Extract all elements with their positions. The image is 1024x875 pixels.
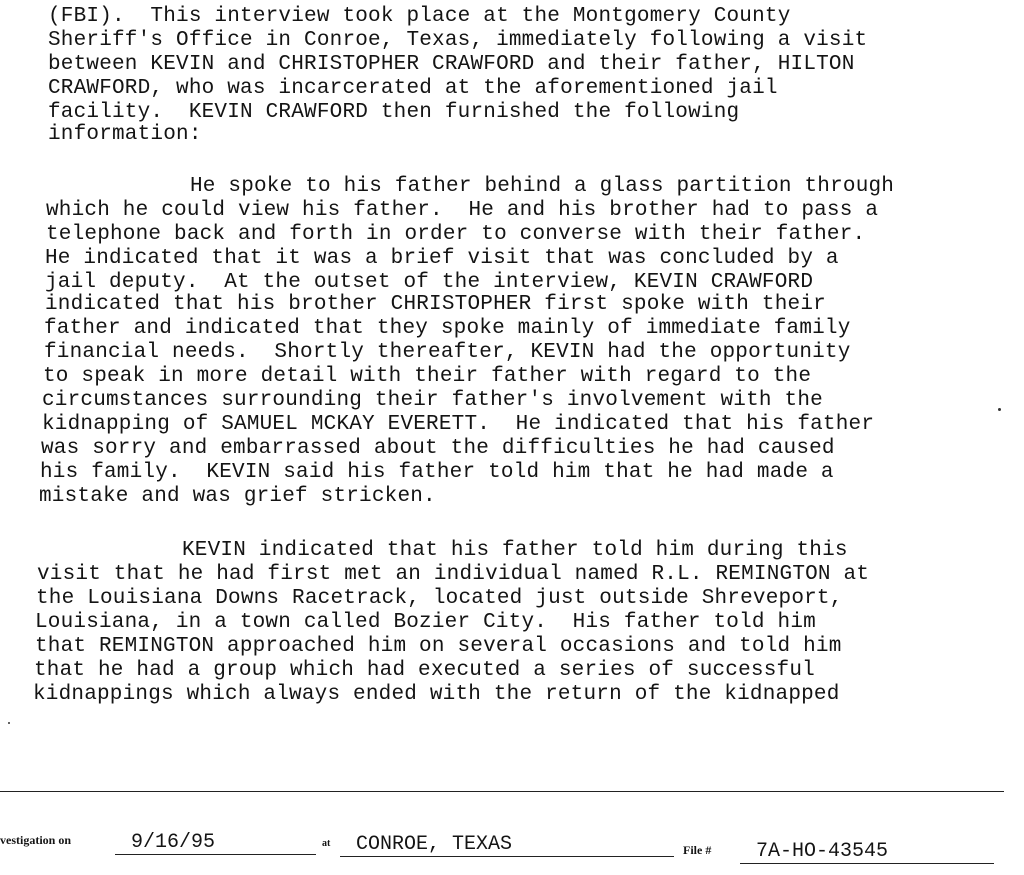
text-line: Sheriff's Office in Conroe, Texas, immediately following a visit [48,29,868,52]
text-line: (FBI). This interview took place at the Montgomery County [48,5,791,28]
text-line: that he had a group which had executed a series of successful [34,659,815,682]
text-line: that REMINGTON approached him on several occasions and told him [35,635,842,658]
text-line: He spoke to his father behind a glass partition through [190,175,895,198]
text-line: kidnappings which always ended with the return of the kidnapped [33,683,840,706]
text-line: facility. KEVIN CRAWFORD then furnished the following [48,101,740,124]
text-line: Louisiana, in a town called Bozier City. His father told him [35,611,816,634]
investigation-location: CONROE, TEXAS [340,834,674,857]
text-line: his family. KEVIN said his father told him that he had made a [40,461,834,484]
text-line: between KEVIN and CHRISTOPHER CRAWFORD and their father, HILTON [48,53,855,76]
text-line: information: [48,123,202,146]
text-line: mistake and was grief stricken. [39,485,436,508]
text-line: jail deputy. At the outset of the interview, KEVIN CRAWFORD [45,271,814,294]
scan-speck [998,408,1001,411]
text-line: father and indicated that they spoke mainly of immediate family [44,317,851,340]
text-line: which he could view his father. He and his brother had to pass a [46,199,879,222]
file-number: 7A-HO-43545 [740,841,994,864]
text-line: was sorry and embarrassed about the difficulties he had caused [41,437,835,460]
scan-speck [8,722,10,724]
text-line: the Louisiana Downs Racetrack, located just outside Shreveport, [36,587,843,610]
investigation-date: 9/16/95 [115,832,316,855]
text-line: KEVIN indicated that his father told him during this [182,539,848,562]
file-label: File # [683,843,712,857]
text-line: visit that he had first met an individual named R.L. REMINGTON at [37,563,870,586]
text-line: indicated that his brother CHRISTOPHER first spoke with their [45,293,826,316]
text-line: CRAWFORD, who was incarcerated at the aforementioned jail [48,77,778,100]
footer-divider [0,791,1004,792]
text-line: to speak in more detail with their father with regard to the [43,365,812,388]
text-line: financial needs. Shortly thereafter, KEVIN had the opportunity [44,341,851,364]
text-line: He indicated that it was a brief visit that was concluded by a [45,247,839,270]
investigation-label: vestigation on [0,833,72,847]
text-line: telephone back and forth in order to converse with their father. [46,223,866,246]
text-line: circumstances surrounding their father's involvement with the [42,389,823,412]
at-label: at [322,838,331,849]
text-line: kidnapping of SAMUEL MCKAY EVERETT. He indicated that his father [42,413,875,436]
